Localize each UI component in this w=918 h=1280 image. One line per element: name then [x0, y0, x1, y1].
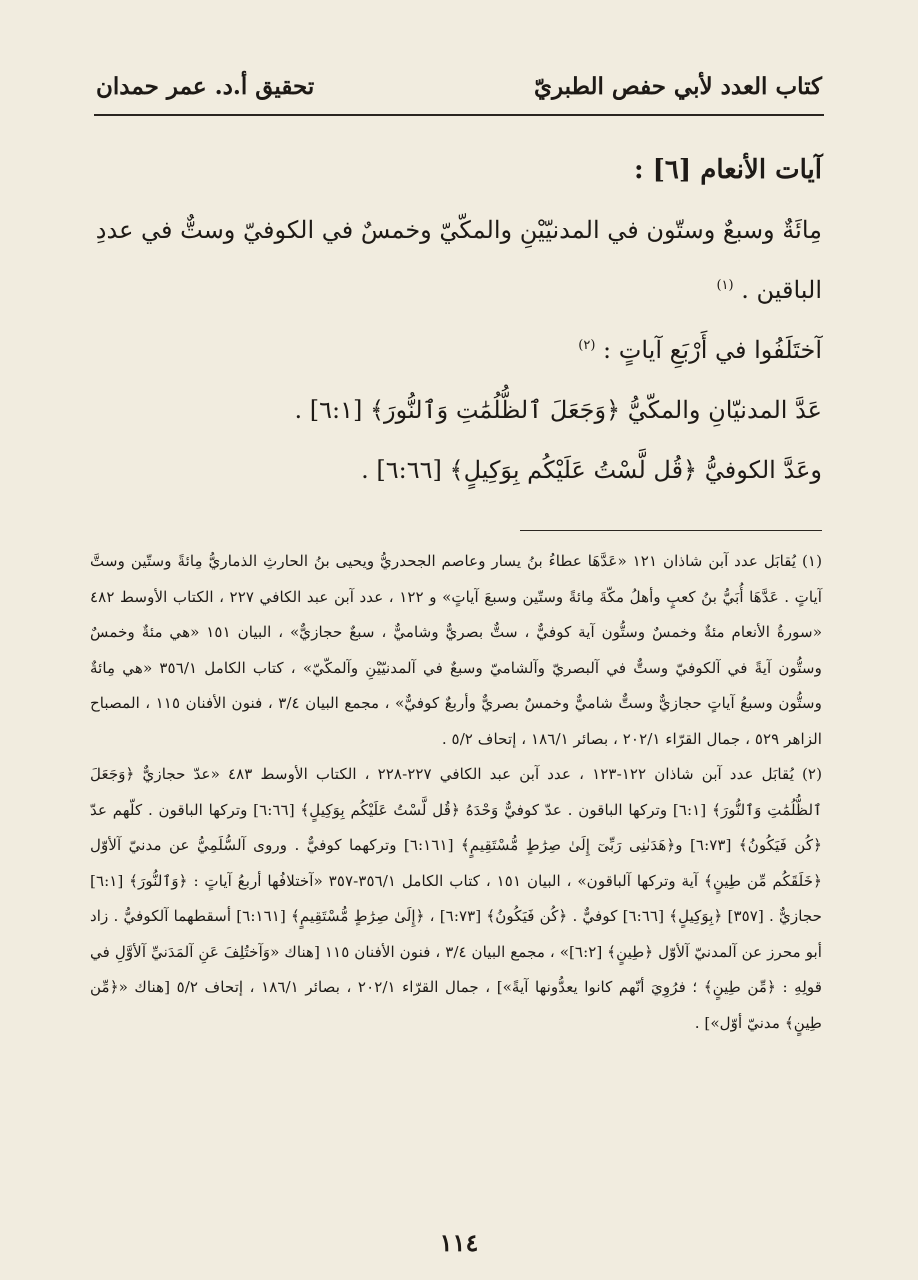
- paragraph-differences-text: آختَلَفُوا في أَرْبَعِ آياتٍ :: [603, 336, 822, 364]
- book-title: كتاب العدد لأبي حفص الطبريّ: [533, 72, 822, 100]
- footnote-ref-2[interactable]: (٢): [578, 338, 596, 353]
- main-text: [90, 140, 822, 500]
- footnotes: [90, 544, 822, 1041]
- page-header: [96, 62, 822, 110]
- editor-credit: تحقيق أ.د. عمر حمدان: [96, 72, 315, 100]
- paragraph-count-text: مِائَةٌ وسبعٌ وستّون في المدنيّيْنِ والمكّيّ وخمسٌ في الكوفيّ وستٌّ في عددِ الباقين .: [95, 216, 822, 304]
- header-rule: [94, 114, 824, 116]
- paragraph-differences: [90, 320, 822, 380]
- footnote-1: (١) يُقابَل عدد آبن شاذان ١٢١ «عَدَّهَا عطاءُ بنُ يسار وعاصم الجحدريُّ ويحيى بنُ الحارثِ الذماريُّ مِائةً وستّين وستَّ آياتٍ . عَدَّهَا أُبَيُّ بنُ كعبٍ وأهلُ مكّةَ مِائةً وستّين وسبعَ آياتٍ» و ١٢٢ ، عدد آبن عبد الكافي ٢٢٧ ، الكتاب الأوسط ٤٨٢ «سورةُ الأنعام مئةٌ وخمسٌ وستُّون آية كوفيٌّ ، ستٌّ بصريٌّ وشاميٌّ ، سبعٌ حجازيٌّ» ، البيان ١٥١ «هي مئةٌ وخمسٌ وستُّون آيةً في آلكوفيّ وستٌّ في آلبصريّ وآلشاميّ وسبعٌ في آلمدنيّيْنِ وآلمكّيّ» ، كتاب الكامل ٣٥٦/١ «هي مِائةٌ وستُّون وسبعُ آياتٍ حجازيٌّ وستٌّ شاميٌّ وخمسٌ بصريٌّ وأربعٌ كوفيٌّ» ، مجمع البيان ٣/٤ ، فنون الأفنان ١١٥ ، المصباح الزاهر ٥٢٩ ، جمال القرّاء ٢٠٢/١ ، بصائر ١٨٦/١ ، إتحاف ٥/٢ .: [90, 552, 823, 748]
- page-number: ١١٤: [439, 1228, 479, 1257]
- footnote-2: (٢) يُقابَل عدد آبن شاذان ١٢٢-١٢٣ ، عدد آبن عبد الكافي ٢٢٧-٢٢٨ ، الكتاب الأوسط ٤٨٣ «عدّ حجازيٌّ ﴿وَجَعَلَ ٱلظُّلُمَٰتِ وَٱلنُّورَ﴾ [٦:١] وتركها الباقون . عدّ كوفيٌّ وَحْدَهُ ﴿قُل لَّسْتُ عَلَيْكُم بِوَكِيلٍ﴾ [٦:٦٦] وتركها الباقون . كلّهم عدّ ﴿كُن فَيَكُونُ﴾ [٦:٧٣] و﴿هَدَىٰنِى رَبِّىٓ إِلَىٰ صِرَٰطٍ مُّسْتَقِيمٍ﴾ [٦:١٦١] وتركهما كوفيٌّ . وروى آلسُّلَمِيُّ عن مدنيّ آلأوّل ﴿خَلَقَكُم مِّن طِينٍ﴾ آية وتركها آلباقون» ، البيان ١٥١ ، كتاب الكامل ٣٥٦/١-٣٥٧ «آختلافُها أربعُ آياتٍ : ﴿وَٱلنُّورَ﴾ [٦:١] حجازيٌّ . [٣٥٧] ﴿بِوَكِيلٍ﴾ [٦:٦٦] كوفيٌّ . ﴿كُن فَيَكُونُ﴾ [٦:٧٣] ، ﴿إِلَىٰ صِرَٰطٍ مُّسْتَقِيمٍ﴾ [٦:١٦١] أسقطهما آلكوفيُّ . زاد أبو محرز عن آلمدنيّ آلأوّل ﴿طِينٍ﴾ [٦:٢]» ، مجمع البيان ٣/٤ ، فنون الأفنان ١١٥ [هناك «وَآختُلِفَ عَنِ آلمَدَنيِّ آلأوَّلِ في قولِهِ : ﴿مِّن طِينٍ﴾ ؛ فرُوِيَ أنّهم كانوا يعدُّونها آيةً»] ، جمال القرّاء ٢٠٢/١ ، بصائر ١٨٦/١ ، إتحاف ٥/٢ [هناك «﴿مِّن طِينٍ﴾ مدنيّ أوّل»] .: [90, 765, 823, 1032]
- footnote-ref-1[interactable]: (١): [716, 278, 734, 293]
- section-heading: آيات الأنعام [٦] :: [633, 155, 822, 185]
- verse-line-2: وعَدَّ الكوفيُّ ﴿قُل لَّسْتُ عَلَيْكُم بِوَكِيلٍ﴾ [٦:٦٦] .: [361, 456, 822, 484]
- verse-line-1: عَدَّ المدنيّانِ والمكّيُّ ﴿وَجَعَلَ ٱلظُّلُمَٰتِ وَٱلنُّورَ﴾ [٦:١] .: [294, 396, 822, 424]
- paragraph-count: [90, 200, 822, 320]
- footnote-separator: [520, 530, 822, 531]
